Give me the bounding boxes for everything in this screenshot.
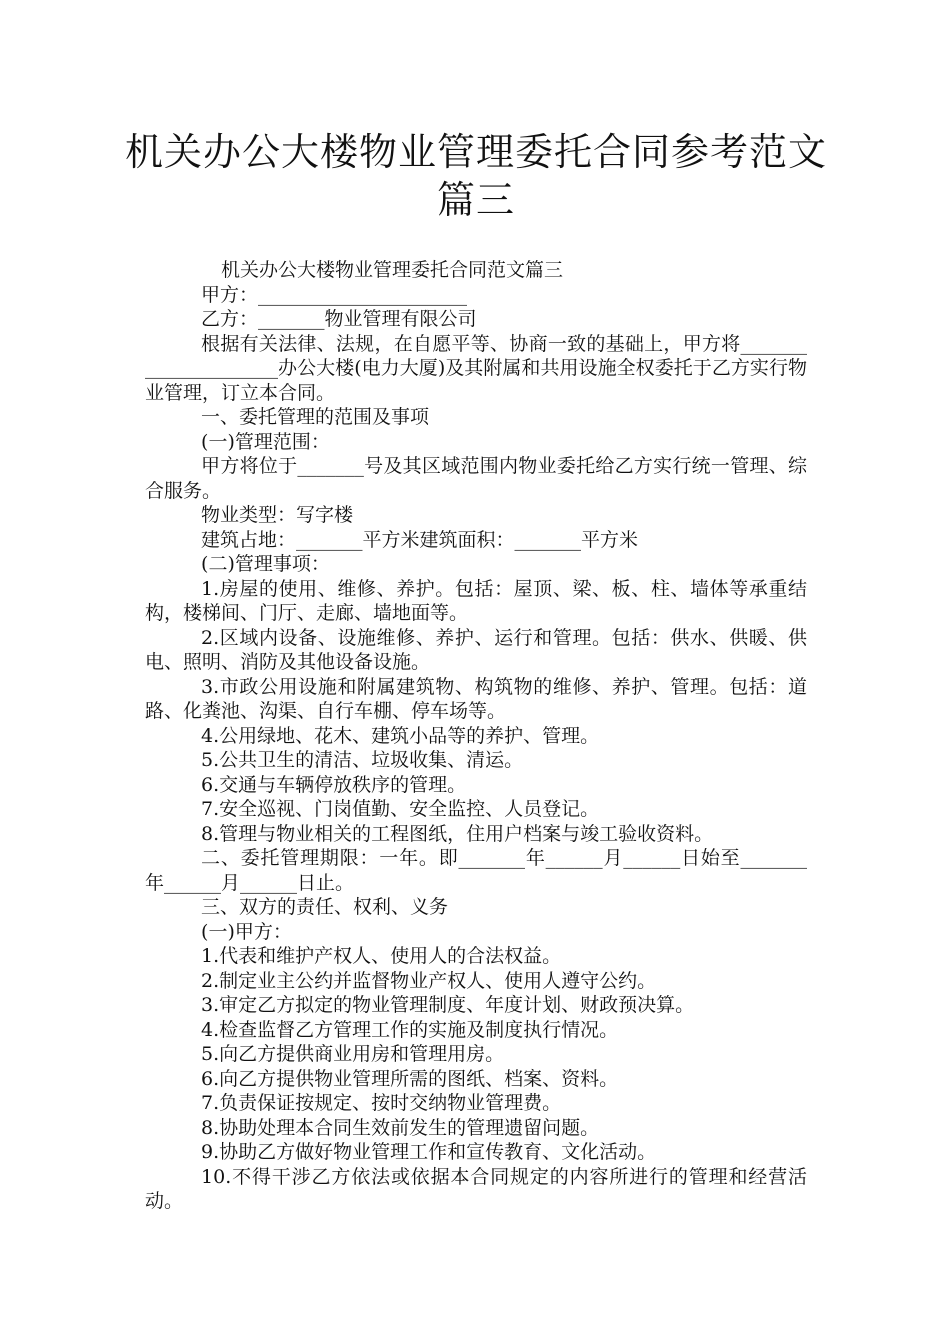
list-item: 5.公共卫生的清洁、垃圾收集、清运。: [201, 749, 524, 771]
list-item: 6.向乙方提供物业管理所需的图纸、档案、资料。: [201, 1067, 619, 1090]
list-item: 2.区域内设备、设施维修、养护、运行和管理。包括：供水、供暖、供电、照明、消防及其他设备设施。: [145, 626, 807, 673]
list-item: 10.不得干涉乙方依法或依据本合同规定的内容所进行的管理和经营活动。: [145, 1165, 807, 1212]
body-paragraph: 甲方将位于_______号及其区域范围内物业委托给乙方实行统一管理、综合服务。: [145, 455, 807, 502]
party-a-line: 甲方：______________________: [201, 283, 468, 306]
list-item: 3.市政公用设施和附属建筑物、构筑物的维修、养护、管理。包括：道路、化粪池、沟渠、自行车棚、停车场等。: [145, 675, 807, 722]
list-item: 2.制定业主公约并监督物业产权人、使用人遵守公约。: [201, 969, 657, 992]
list-item: 4.检查监督乙方管理工作的实施及制度执行情况。: [201, 1018, 619, 1041]
document-title: [115, 128, 837, 224]
list-item: 1.房屋的使用、维修、养护。包括：屋顶、梁、板、柱、墙体等承重结构，楼梯间、门厅、走廊、墙地面等。: [145, 577, 807, 624]
body-paragraph: 建筑占地：_______平方米建筑面积：_______平方米: [201, 528, 639, 551]
list-item: 5.向乙方提供商业用房和管理用房。: [201, 1043, 505, 1065]
list-item: 8.管理与物业相关的工程图纸，住用户档案与竣工验收资料。: [201, 822, 714, 845]
section-heading: 一、委托管理的范围及事项: [201, 406, 430, 428]
list-item: 7.安全巡视、门岗值勤、安全监控、人员登记。: [201, 798, 600, 820]
body-paragraph: 物业类型：写字楼: [201, 504, 354, 526]
party-b-line: 乙方：_______物业管理有限公司: [201, 308, 477, 330]
list-item: 6.交通与车辆停放秩序的管理。: [201, 773, 467, 796]
list-item: 7.负责保证按规定、按时交纳物业管理费。: [201, 1092, 562, 1114]
list-item: 3.审定乙方拟定的物业管理制度、年度计划、财政预决算。: [201, 994, 695, 1016]
section-heading: 三、双方的责任、权利、义务: [201, 896, 449, 918]
document-body: [145, 258, 807, 1214]
section-heading: 二、委托管理期限：一年。即_______年______月______日始至_______年______月______日止。: [145, 847, 807, 894]
list-item: 1.代表和维护产权人、使用人的合法权益。: [201, 945, 562, 967]
document-page: [124, 128, 827, 1214]
subsection-heading: (一)甲方：: [201, 920, 292, 943]
title-line-1: 机关办公大楼物业管理委托合同参考范文: [124, 130, 827, 174]
subtitle-paragraph: 机关办公大楼物业管理委托合同范文篇三: [221, 259, 564, 281]
list-item: 4.公用绿地、花木、建筑小品等的养护、管理。: [201, 724, 600, 747]
title-line-2: 篇三: [436, 178, 515, 222]
list-item: 8.协助处理本合同生效前发生的管理遗留问题。: [201, 1116, 600, 1139]
preamble-paragraph: 根据有关法律、法规，在自愿平等、协商一致的基础上，甲方将_____________________办公大楼(电力大厦)及其附属和共用设施全权委托于乙方实行物业管理，订立本合同。: [145, 332, 807, 404]
subsection-heading: (二)管理事项：: [201, 553, 330, 575]
list-item: 9.协助乙方做好物业管理工作和宣传教育、文化活动。: [201, 1141, 657, 1163]
subsection-heading: (一)管理范围：: [201, 430, 330, 453]
